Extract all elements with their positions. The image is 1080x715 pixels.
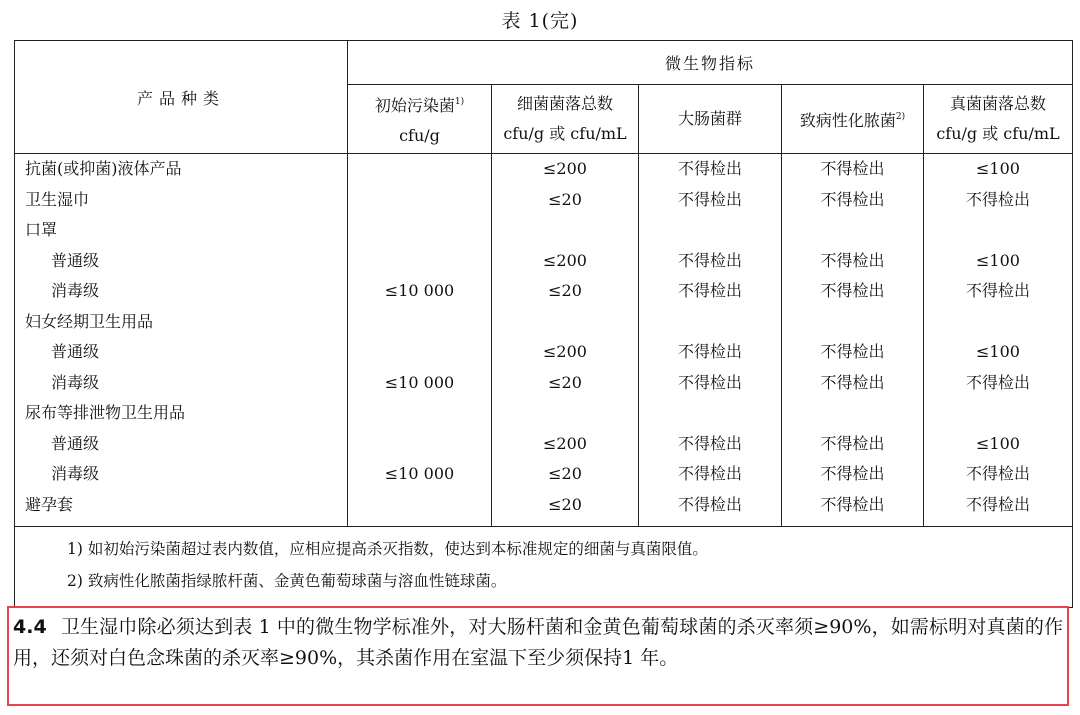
value-cell: ≤10 000 [384,281,455,300]
column-pathogenic-pyogenic [782,154,924,527]
product-category-cell: 抗菌(或抑菌)液体产品 [25,159,182,178]
value-cell: 不得检出 [820,494,885,514]
value-cell: ≤20 [548,494,582,514]
footnote-2: 2) 致病性化脓菌指绿脓杆菌、金黄色葡萄球菌与溶血性链球菌。 [67,572,507,590]
value-cell: 不得检出 [820,250,885,270]
value-cell: 不得检出 [820,159,885,178]
value-cell: 不得检出 [965,494,1030,514]
value-cell: ≤200 [543,250,587,270]
value-cell: 不得检出 [677,281,742,300]
value-cell: 不得检出 [965,372,1030,392]
value-cell [348,398,491,429]
product-category-cell: 消毒级 [51,281,100,300]
value-cell: 不得检出 [965,464,1030,483]
column-header-title: 细菌菌落总数 [516,94,613,113]
column-initial-contamination [348,154,492,527]
value-cell: ≤100 [976,159,1020,178]
column-header-coliform [639,85,782,154]
value-cell [639,307,781,338]
section-text: 卫生湿巾除必须达到表 1 中的微生物学标准外，对大肠杆菌和金黄色葡萄球菌的杀灭率须≥90%，如需标明对真菌的作用，还须对白色念珠菌的杀灭率≥90%，其杀菌作用在室温下至少须保持1 年。 [13,616,1063,669]
value-cell: 不得检出 [677,433,742,453]
value-cell [348,337,491,368]
product-category-cell: 妇女经期卫生用品 [25,311,154,331]
value-cell: ≤100 [976,433,1020,453]
column-header-unit: cfu/g [399,126,440,145]
column-header-initial-contamination [348,85,492,154]
value-cell: ≤100 [976,250,1020,270]
column-bacteria-count [492,154,639,527]
value-cell [348,307,491,338]
column-header-title: 初始污染菌$^{1)}$ [374,96,465,115]
column-header-fungi-count [924,85,1073,154]
value-cell [782,398,923,429]
value-cell: ≤200 [543,159,587,178]
column-header-title: 大肠菌群 [677,109,742,128]
value-cell [348,154,491,185]
product-category-cell: 口罩 [25,220,58,239]
value-cell: ≤20 [548,372,582,392]
value-cell [924,215,1072,246]
value-cell: 不得检出 [820,342,885,361]
value-cell: 不得检出 [820,464,885,483]
value-cell: 不得检出 [677,464,742,483]
value-cell: 不得检出 [965,189,1030,209]
value-cell: 不得检出 [677,250,742,270]
value-cell [639,215,781,246]
product-category-cell: 普通级 [51,433,100,453]
value-cell: ≤10 000 [384,464,455,483]
footnote-marker: 1) [454,97,465,107]
value-cell [782,215,923,246]
section-number: 4.4 [13,616,47,638]
product-category-cell: 消毒级 [51,372,100,392]
column-header-title: 真菌菌落总数 [949,94,1046,113]
column-header-pathogenic-pyogenic [782,85,924,154]
column-fungi-count [924,154,1073,527]
column-header-unit: cfu/g 或 cfu/mL [936,124,1060,143]
value-cell: 不得检出 [677,189,742,209]
value-cell [492,215,638,246]
footnote-marker: 2) [895,112,906,122]
value-cell [348,490,491,521]
value-cell: ≤20 [548,281,582,300]
value-cell [348,185,491,216]
product-category-cell: 普通级 [51,250,100,270]
value-cell: 不得检出 [820,433,885,453]
value-cell [924,307,1072,338]
section-4-4-highlight [7,606,1069,706]
value-cell [348,215,491,246]
table-caption: 表 1(完) [501,10,579,32]
column-coliform [639,154,782,527]
value-cell [639,398,781,429]
column-header-unit: cfu/g 或 cfu/mL [503,124,627,143]
value-cell: 不得检出 [965,281,1030,300]
value-cell: ≤20 [548,464,582,483]
value-cell: 不得检出 [677,159,742,178]
product-category-cell: 消毒级 [51,464,100,483]
value-cell: 不得检出 [820,281,885,300]
microbial-indicator-table [14,40,1073,608]
value-cell [924,398,1072,429]
value-cell [492,398,638,429]
value-cell: 不得检出 [677,494,742,514]
microbial-group-header: 微生物指标 [348,41,1073,85]
value-cell: 不得检出 [677,342,742,361]
value-cell [348,429,491,460]
value-cell: 不得检出 [677,372,742,392]
value-cell [348,246,491,277]
table-footnotes [15,527,1073,608]
value-cell: ≤100 [976,342,1020,361]
column-header-bacteria-count [492,85,639,154]
value-cell [492,307,638,338]
value-cell: 不得检出 [820,189,885,209]
product-category-cell: 尿布等排泄物卫生用品 [25,403,186,422]
value-cell: ≤10 000 [384,372,455,392]
value-cell [782,307,923,338]
value-cell: ≤200 [543,433,587,453]
product-category-cell: 卫生湿巾 [25,189,90,209]
value-cell: ≤20 [548,189,582,209]
footnote-1: 1) 如初始污染菌超过表内数值，应相应提高杀灭指数，使达到本标准规定的细菌与真菌限值。 [67,540,708,558]
column-product-category [15,154,348,527]
product-category-cell: 普通级 [51,342,100,361]
category-header: 产品种类 [15,41,348,154]
value-cell: 不得检出 [820,372,885,392]
value-cell: ≤200 [543,342,587,361]
product-category-cell: 避孕套 [25,494,74,514]
column-header-title: 致病性化脓菌$^{2)}$ [799,111,906,130]
